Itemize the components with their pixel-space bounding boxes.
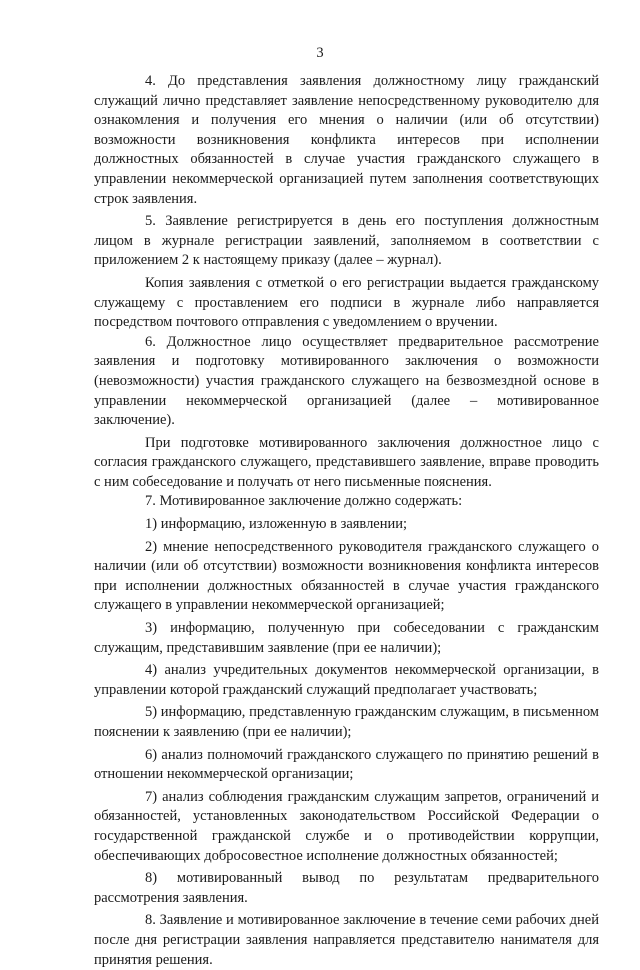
paragraph-8: 8. Заявление и мотивированное заключение в течение семи рабочих дней после дня регистрации заявления направляется представителю нанимателя для принятия решения. (94, 912, 599, 968)
list-item-7: 7) анализ соблюдения гражданским служащим запретов, ограничений и обязанностей, установленных законодательством Российской Федерации о государственной гражданской службе и о противодействии коррупции, обеспечивающих добросовестное исполнение должностных обязанностей; (94, 788, 599, 864)
paragraph-6: 6. Должностное лицо осуществляет предварительное рассмотрение заявления и подготовку мотивированного заключения о возможности (невозможности) участия гражданского служащего на безвозмездной основе в управлении некоммерческой организацией (далее – мотивированное заключение). (94, 333, 599, 429)
list-item-3: 3) информацию, полученную при собеседовании с гражданским служащим, представившим заявление (при ее наличии); (94, 620, 599, 656)
document-body (94, 72, 599, 970)
paragraph-7: 7. Мотивированное заключение должно содержать: (145, 493, 463, 510)
list-item-1: 1) информацию, изложенную в заявлении; (145, 516, 408, 533)
paragraph-5: 5. Заявление регистрируется в день его поступления должностным лицом в журнале регистрации заявлений, заполняемом в соответствии с приложением 2 к настоящему приказу (далее – журнал). (94, 213, 599, 269)
paragraph-4: 4. До представления заявления должностному лицу гражданский служащий лично представляет заявление непосредственному руководителю для ознакомления и получения его мнения о наличии (или об отсутствии) возможности возникновения конфликта интересов при исполнении должностных обязанностей в случае участия гражданского служащего в управлении некоммерческой организацией путем заполнения соответствующих строк заявления. (94, 73, 599, 207)
list-item-6: 6) анализ полномочий гражданского служащего по принятию решений в отношении некоммерческой организации; (94, 746, 599, 783)
list-item-2: 2) мнение непосредственного руководителя гражданского служащего о наличии (или об отсутствии) возможности возникновения конфликта интересов при исполнении должностных обязанностей в случае участия гражданского служащего в управлении некоммерческой организацией; (94, 538, 599, 614)
page-number: 3 (316, 45, 324, 61)
list-item-4: 4) анализ учредительных документов некоммерческой организации, в управлении которой гражданский служащий предполагает участвовать; (94, 662, 599, 698)
list-item-5: 5) информацию, представленную гражданским служащим, в письменном пояснении к заявлению (при ее наличии); (94, 704, 599, 740)
paragraph-copy-of-application: Копия заявления с отметкой о его регистрации выдается гражданскому служащему с проставлением его подписи в журнале либо направляется посредством почтового отправления с уведомлением о вручении. (94, 274, 599, 331)
list-item-8: 8) мотивированный вывод по результатам предварительного рассмотрения заявления. (94, 870, 599, 906)
paragraph-interview: При подготовке мотивированного заключения должностное лицо с согласия гражданского служащего, представившего заявление, вправе проводить с ним собеседование и получать от него письменные пояснения. (94, 434, 599, 490)
